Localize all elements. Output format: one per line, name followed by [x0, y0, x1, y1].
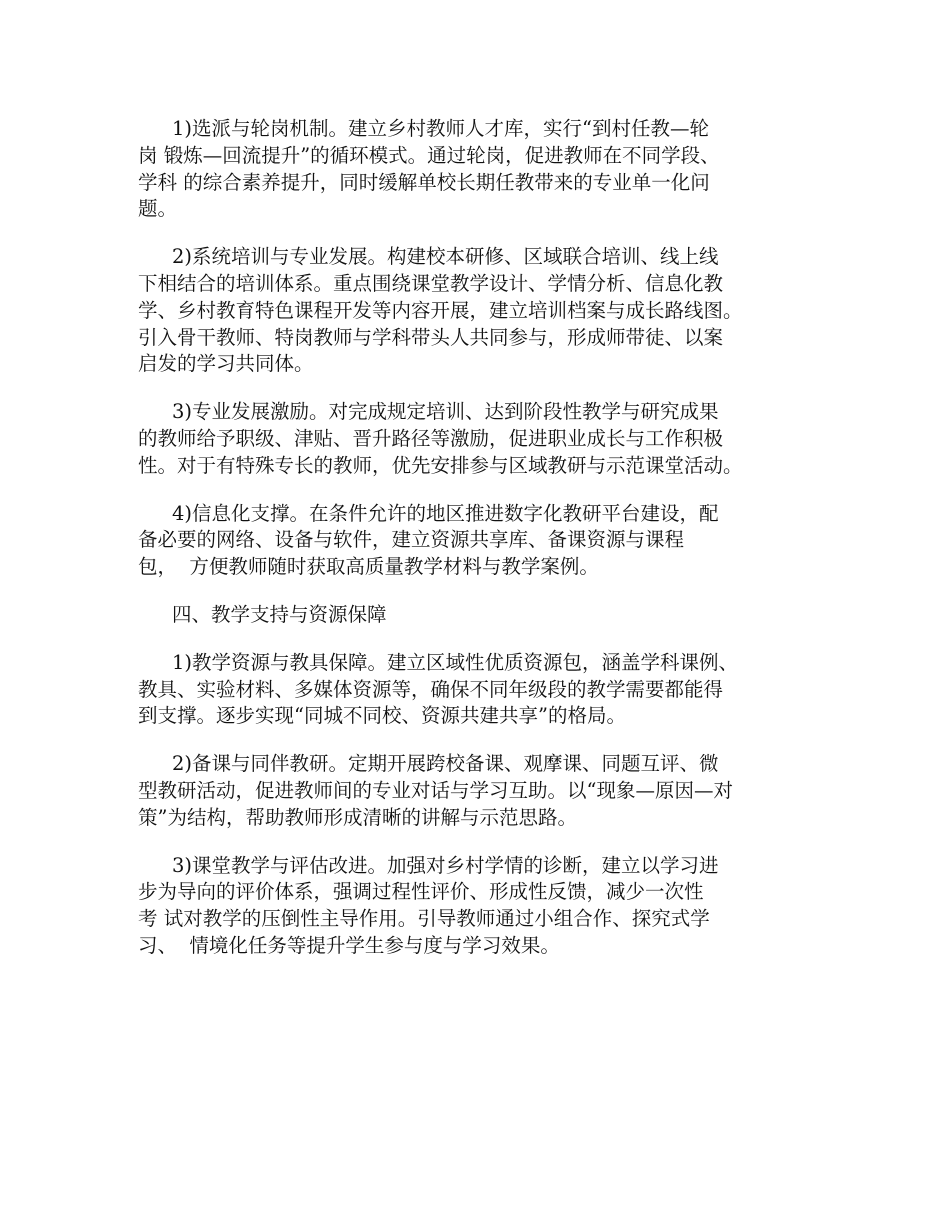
paragraph-line: 教具、实验材料、多媒体资源等，确保不同年级段的教学需要都能得 — [138, 677, 724, 701]
paragraph-line: 引入骨干教师、特岗教师与学科带头人共同参与，形成师带徒、以案 — [138, 325, 724, 349]
paragraph-line: 1)选派与轮岗机制。建立乡村教师人才库，实行“到村任教—轮 — [172, 117, 709, 140]
paragraph-line: 到支撑。逐步实现“同城不同校、资源共建共享”的格局。 — [138, 704, 626, 728]
paragraph-lesson-prep — [138, 751, 828, 831]
paragraph-classroom-assessment — [138, 853, 828, 960]
paragraph-line: 步为导向的评价体系，强调过程性评价、形成性反馈，减少一次性 — [138, 880, 704, 904]
paragraph-line: 岗 锻炼—回流提升”的循环模式。通过轮岗，促进教师在不同学段、 — [138, 143, 720, 167]
paragraph-incentives — [138, 399, 828, 479]
paragraph-line: 3)专业发展激励。对完成规定培训、达到阶段性教学与研究成果 — [172, 400, 719, 424]
paragraph-it-support — [138, 501, 828, 581]
paragraph-line: 考 试对教学的压倒性主导作用。引导教师通过小组合作、探究式学 — [138, 907, 710, 931]
paragraph-line: 下相结合的培训体系。重点围绕课堂教学设计、学情分析、信息化教 — [138, 271, 724, 295]
paragraph-line: 2)系统培训与专业发展。构建校本研修、区域联合培训、线上线 — [172, 245, 719, 269]
section-heading-text: 四、教学支持与资源保障 — [172, 602, 387, 626]
paragraph-selection-rotation — [138, 116, 828, 223]
paragraph-line: 包， 方便教师随时获取高质量教学材料与教学案例。 — [138, 555, 599, 579]
paragraph-line: 1)教学资源与教具保障。建立区域性优质资源包，涵盖学科课例、 — [172, 650, 739, 674]
paragraph-line: 学、乡村教育特色课程开发等内容开展，建立培训档案与成长路线图。 — [138, 298, 743, 322]
paragraph-line: 备必要的网络、设备与软件，建立资源共享库、备课资源与课程 — [138, 528, 685, 552]
paragraph-line: 2)备课与同伴教研。定期开展跨校备课、观摩课、同题互评、微 — [172, 752, 719, 776]
paragraph-line: 策”为结构，帮助教师形成清晰的讲解与示范思路。 — [138, 805, 577, 829]
paragraph-line: 4)信息化支撑。在条件允许的地区推进数字化教研平台建设，配 — [172, 501, 719, 525]
document-body — [138, 116, 828, 981]
paragraph-line: 3)课堂教学与评估改进。加强对乡村学情的诊断，建立以学习进 — [172, 853, 719, 877]
paragraph-line: 习、 情境化任务等提升学生参与度与学习效果。 — [138, 933, 560, 957]
paragraph-line: 启发的学习共同体。 — [138, 352, 314, 376]
section-heading — [138, 602, 828, 629]
paragraph-line: 性。对于有特殊专长的教师，优先安排参与区域教研与示范课堂活动。 — [138, 453, 743, 477]
paragraph-resources-tools — [138, 650, 828, 730]
paragraph-line: 型教研活动，促进教师间的专业对话与学习互助。以“现象—原因—对 — [138, 778, 733, 802]
paragraph-training-development — [138, 244, 828, 378]
paragraph-line: 题。 — [138, 197, 178, 221]
paragraph-line: 的教师给予职级、津贴、晋升路径等激励，促进职业成长与工作积极 — [138, 426, 724, 450]
paragraph-line: 学科 的综合素养提升，同时缓解单校长期任教带来的专业单一化问 — [138, 170, 710, 194]
